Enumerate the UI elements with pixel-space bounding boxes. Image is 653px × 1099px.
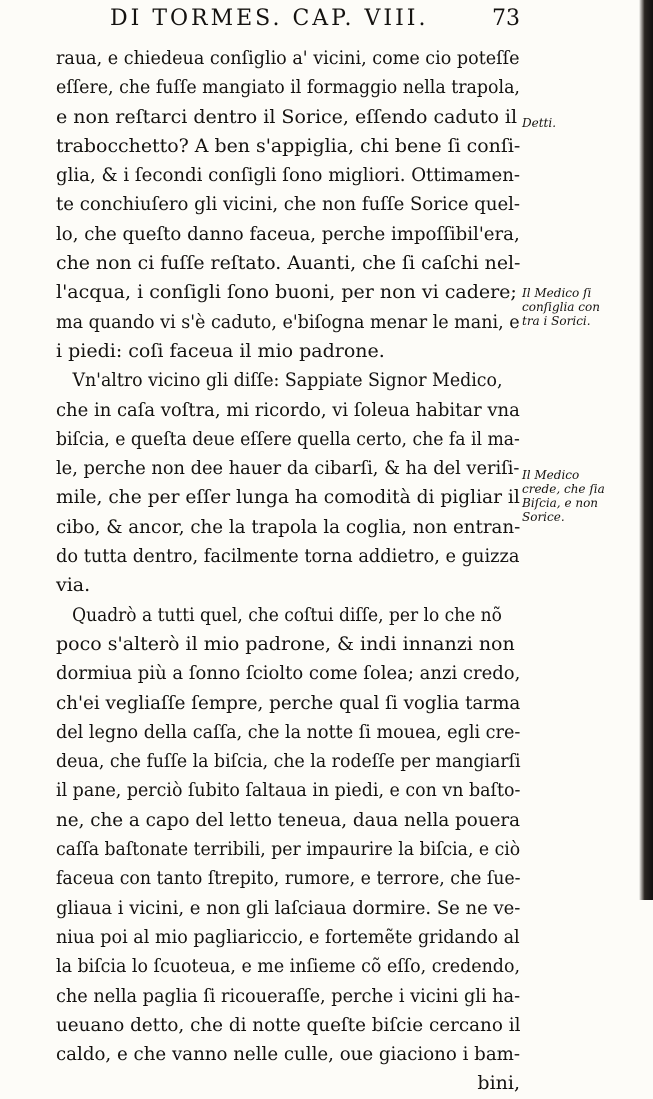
margin-note-line: Biſcia, e non <box>522 496 599 510</box>
text-line: il pane, perciò ſubito ſaltaua in piedi, e con vn baſto- <box>56 779 521 802</box>
text-line: gliaua i vicini, e non gli laſciaua dormire. Se ne ve- <box>56 896 521 919</box>
page-edge-shadow <box>639 0 653 900</box>
margin-note-line: Detti. <box>522 116 557 130</box>
text-line: raua, e chiedeua conſiglio a' vicini, come cio poteſſe <box>56 47 520 69</box>
text-line: i piedi: coſi faceua il mio padrone. <box>56 339 385 362</box>
running-title: DI TORMES. CAP. VIII. <box>110 6 429 31</box>
margin-note-medico-crede <box>522 468 622 524</box>
text-line: caldo, e che vanno nelle culle, oue giaciono i bam- <box>56 1043 521 1066</box>
text-line: niua poi al mio pagliariccio, e fortemẽte gridando al <box>56 925 520 948</box>
margin-note-line: crede, che ſia <box>522 482 605 496</box>
text-line: mile, che per eſſer lunga ha comodità di pigliar il <box>56 486 520 509</box>
margin-note-line: conſiglia con <box>522 300 600 314</box>
text-line: lo, che queſto danno faceua, perche impoſſibil'era, <box>56 222 520 245</box>
text-line: faceua con tanto ſtrepito, rumore, e terrore, che ſue- <box>56 867 521 890</box>
text-line: via. <box>56 574 91 597</box>
text-line: e non reſtarci dentro il Sorice, eſſendo caduto il <box>56 105 518 128</box>
running-header <box>110 4 520 38</box>
text-line: biſcia, e queſta deue eſſere quella certo, che fa il ma- <box>56 427 520 450</box>
text-line: la biſcia lo ſcuoteua, e me inſieme cõ eſſo, credendo, <box>56 955 520 978</box>
margin-note-line: Sorice. <box>522 510 565 524</box>
text-line: ueuano detto, che di notte queſte biſcie cercano il <box>56 1013 521 1036</box>
text-line: deua, che fuſſe la biſcia, che la rodeſſe per mangiarſi <box>56 750 521 773</box>
text-line: che non ci fuſſe reſtato. Auanti, che ſi caſchi nel- <box>56 252 521 275</box>
margin-note-line: Il Medico <box>522 468 580 482</box>
text-line: Quadrò a tutti quel, che coſtui diſſe, per lo che nõ <box>72 603 502 626</box>
text-line: poco s'alterò il mio padrone, & indi innanzi non <box>56 632 515 655</box>
text-line: l'acqua, i conſigli ſono buoni, per non vi cadere; <box>56 281 517 304</box>
text-line: eſſere, che fuſſe mangiato il formaggio nella trapola, <box>56 76 520 99</box>
page-number: 73 <box>492 6 520 31</box>
text-line: caſſa baſtonate terribili, per impaurire la biſcia, e ciò <box>56 838 521 861</box>
text-line: do tutta dentro, facilmente torna addietro, e guizza <box>56 545 520 568</box>
text-line: Vn'altro vicino gli diſſe: Sappiate Signor Medico, <box>72 369 503 392</box>
margin-note-line: tra i Sorici. <box>522 314 591 328</box>
text-line: dormiua più a ſonno ſciolto come ſolea; anzi credo, <box>56 662 521 685</box>
text-line: trabocchetto? A ben s'appiglia, chi bene ſi conſi- <box>56 134 521 157</box>
text-line: ma quando vi s'è caduto, e'biſogna menar le mani, e <box>56 310 520 333</box>
text-line: che nella paglia ſi ricoueraſſe, perche i vicini gli ha- <box>56 984 521 1007</box>
text-line: le, perche non dee hauer da cibarſi, & ha del veriſi- <box>56 457 520 480</box>
text-line: ch'ei vegliaſſe ſempre, perche qual ſi voglia tarma <box>56 691 521 714</box>
text-line: bini, <box>477 1072 520 1095</box>
margin-note-detti <box>522 116 622 130</box>
text-line: te conchiuſero gli vicini, che non fuſſe Sorice quel- <box>56 193 521 216</box>
text-line: cibo, & ancor, che la trapola la coglia, non entran- <box>56 515 521 538</box>
text-line: che in caſa voſtra, mi ricordo, vi ſoleua habitar vna <box>56 398 520 421</box>
text-line: glia, & i ſecondi conſigli ſono migliori. Ottimamen- <box>56 164 521 187</box>
text-line: del legno della caſſa, che la notte ſi mouea, egli cre- <box>56 720 521 743</box>
margin-note-medico-consiglia <box>522 286 622 328</box>
margin-note-line: Il Medico ſi <box>522 286 592 300</box>
text-line: ne, che a capo del letto teneua, daua nella pouera <box>56 808 521 831</box>
body-text <box>56 44 520 1099</box>
